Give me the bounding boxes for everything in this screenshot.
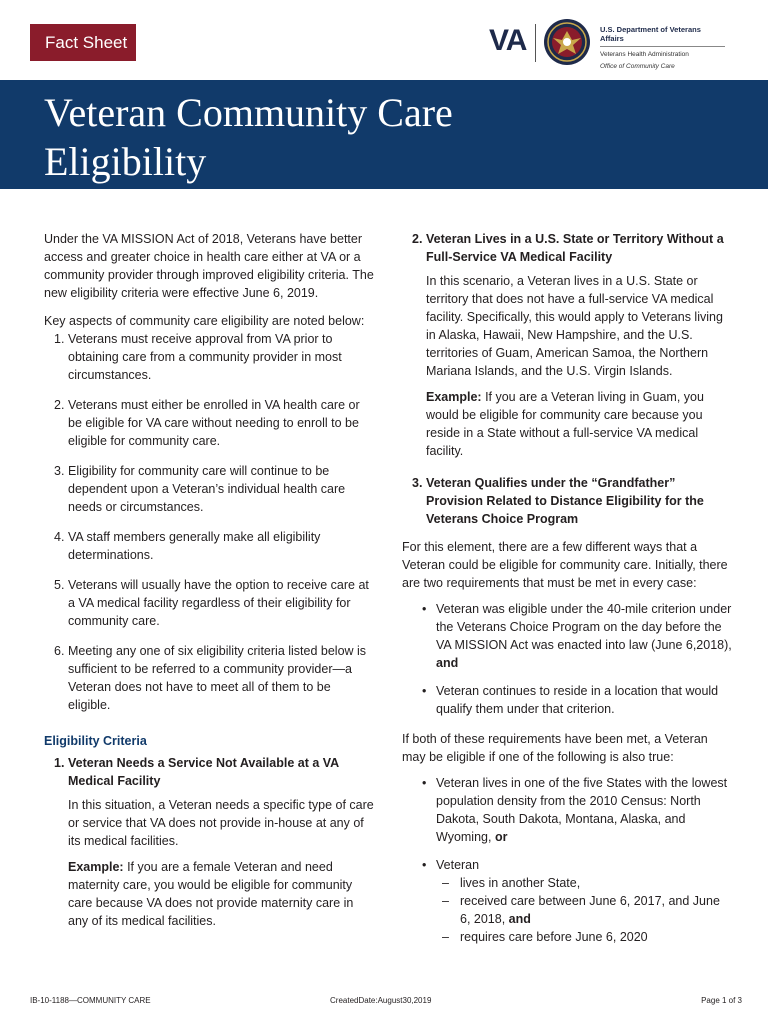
sub-list-item <box>436 892 732 928</box>
criterion-3 <box>402 474 732 528</box>
page-title-line-2: Eligibility <box>44 139 207 184</box>
list-item <box>44 330 374 384</box>
list-item-conjunction: and <box>436 656 459 670</box>
example-label: Example: <box>426 390 482 404</box>
list-item-number: 4. <box>54 530 65 544</box>
fact-sheet-tab: Fact Sheet <box>30 24 136 61</box>
list-item <box>44 576 374 630</box>
list-item <box>402 856 732 946</box>
list-item <box>44 462 374 516</box>
bullet-icon: • <box>422 602 427 616</box>
list-item-text: Veterans must either be enrolled in VA health care or be eligible for VA care without needing to enroll to be eligible for community care. <box>68 398 360 448</box>
list-item <box>402 774 732 846</box>
sub-list-item-text: requires care before June 6, 2020 <box>460 930 648 944</box>
logo-divider <box>535 24 536 62</box>
sub-list-item <box>436 928 732 946</box>
va-wordmark-logo: VA <box>489 24 527 57</box>
list-item-text: Veterans will usually have the option to receive care at a VA medical facility regardless of their eligibility for community care. <box>68 578 369 628</box>
criterion-example <box>426 388 732 460</box>
department-block <box>600 25 725 71</box>
list-item <box>402 682 732 718</box>
example-text: If you are a Veteran living in Guam, you would be eligible for community care because you reside in a State without a full-service VA medical facility. <box>426 390 704 458</box>
list-item-number: 5. <box>54 578 65 592</box>
page-title-line-1: Veteran Community Care <box>44 90 453 135</box>
dash-icon: – <box>442 930 449 944</box>
example-text: If you are a female Veteran and need maternity care, you would be eligible for community care because VA does not provide maternity care in any of its medical facilities. <box>68 860 354 928</box>
footer-document-id: IB-10-1188—COMMUNITY CARE <box>30 996 151 1005</box>
list-item-text: Veteran lives in one of the five States with the lowest population density from the 2010 Census: North Dakota, South Dakota, Montana, Alaska, and Wyoming, <box>436 776 728 844</box>
dash-icon: – <box>442 876 449 890</box>
list-item <box>44 528 374 564</box>
administration-name: Veterans Health Administration <box>600 51 689 58</box>
page-title <box>44 88 744 186</box>
list-item-number: 3. <box>54 464 65 478</box>
sub-list-item-text: received care between June 6, 2017, and June 6, 2018, <box>460 894 720 926</box>
criterion-number: 2. <box>412 232 423 246</box>
criterion-title: Veteran Needs a Service Not Available at a VA Medical Facility <box>68 756 339 788</box>
sub-conditions-list <box>436 874 732 946</box>
bullet-icon: • <box>422 776 427 790</box>
title-banner <box>0 80 768 189</box>
criterion-1 <box>44 754 374 930</box>
list-item-number: 1. <box>54 332 65 346</box>
intro-paragraph: Under the VA MISSION Act of 2018, Veterans have better access and greater choice in health care either at VA or a community provider through improved eligibility criteria. The new eligibility criteria were effective June 6, 2019. <box>44 232 374 300</box>
list-item-conjunction: or <box>494 830 508 844</box>
list-item-text: Eligibility for community care will continue to be dependent upon a Veteran’s individual health care needs or circumstances. <box>68 464 346 514</box>
bullet-icon: • <box>422 684 427 698</box>
followup-paragraph: If both of these requirements have been met, a Veteran may be eligible if one of the following is also true: <box>402 732 708 764</box>
criterion-number: 1. <box>54 756 65 770</box>
criterion-title: Veteran Qualifies under the “Grandfather” Provision Related to Distance Eligibility for the Veterans Choice Program <box>426 476 704 526</box>
list-item <box>44 396 374 450</box>
sub-list-item-text: lives in another State, <box>460 876 581 890</box>
criterion-2 <box>402 230 732 460</box>
dash-icon: – <box>442 894 449 908</box>
sub-list-item <box>436 874 732 892</box>
list-item-text: Veteran was eligible under the 40-mile criterion under the Veterans Choice Program on the day before the VA MISSION Act was enacted into law (June 6,2018), <box>436 602 732 652</box>
list-item-text: Veterans must receive approval from VA prior to obtaining care from a community provider in most circumstances. <box>68 332 342 382</box>
criterion-3-body: For this element, there are a few different ways that a Veteran could be eligible for community care. Initially, there are two requirements that must be met in every case: <box>402 540 728 590</box>
criterion-title: Veteran Lives in a U.S. State or Territory Without a Full-Service VA Medical Facility <box>426 232 724 264</box>
criterion-number: 3. <box>412 476 423 490</box>
list-item <box>402 600 732 672</box>
right-column <box>402 230 732 958</box>
list-item-text: VA staff members generally make all eligibility determinations. <box>68 530 321 562</box>
va-seal-icon <box>543 18 591 66</box>
department-name: U.S. Department of Veterans Affairs <box>600 25 725 47</box>
footer-created-date: CreatedDate:August30,2019 <box>330 996 432 1005</box>
list-item-number: 2. <box>54 398 65 412</box>
sub-list-item-conjunction: and <box>508 912 531 926</box>
left-column <box>44 230 374 930</box>
bullet-icon: • <box>422 858 427 872</box>
options-list <box>402 774 732 946</box>
eligibility-criteria-heading: Eligibility Criteria <box>44 734 147 748</box>
list-item <box>44 642 374 714</box>
list-item-number: 6. <box>54 644 65 658</box>
example-label: Example: <box>68 860 124 874</box>
list-item-text: Meeting any one of six eligibility criteria listed below is sufficient to be referred to a community provider—a Veteran does not have to meet all of them to be eligible. <box>68 644 367 712</box>
office-name: Office of Community Care <box>600 63 675 70</box>
criterion-body: In this situation, a Veteran needs a specific type of care or service that VA does not provide in-house at any of its medical facilities. <box>68 798 374 848</box>
criterion-example <box>68 858 374 930</box>
aspects-list <box>44 330 374 714</box>
key-aspects-lead: Key aspects of community care eligibility are noted below: <box>44 314 365 328</box>
list-item-text: Veteran continues to reside in a location that would qualify them under that criterion. <box>436 684 719 716</box>
footer-page-number: Page 1 of 3 <box>701 996 742 1005</box>
criterion-body: In this scenario, a Veteran lives in a U.S. State or territory that does not have a full-service VA medical facility. Specifically, this would apply to Veterans living in Alaska, Hawaii, New Hampshire, and the U.S. territories of Guam, American Samoa, the Northern Mariana Islands, and the U.S. Virgin Islands. <box>426 274 723 378</box>
list-item-text: Veteran <box>436 858 480 872</box>
requirements-list <box>402 600 732 718</box>
